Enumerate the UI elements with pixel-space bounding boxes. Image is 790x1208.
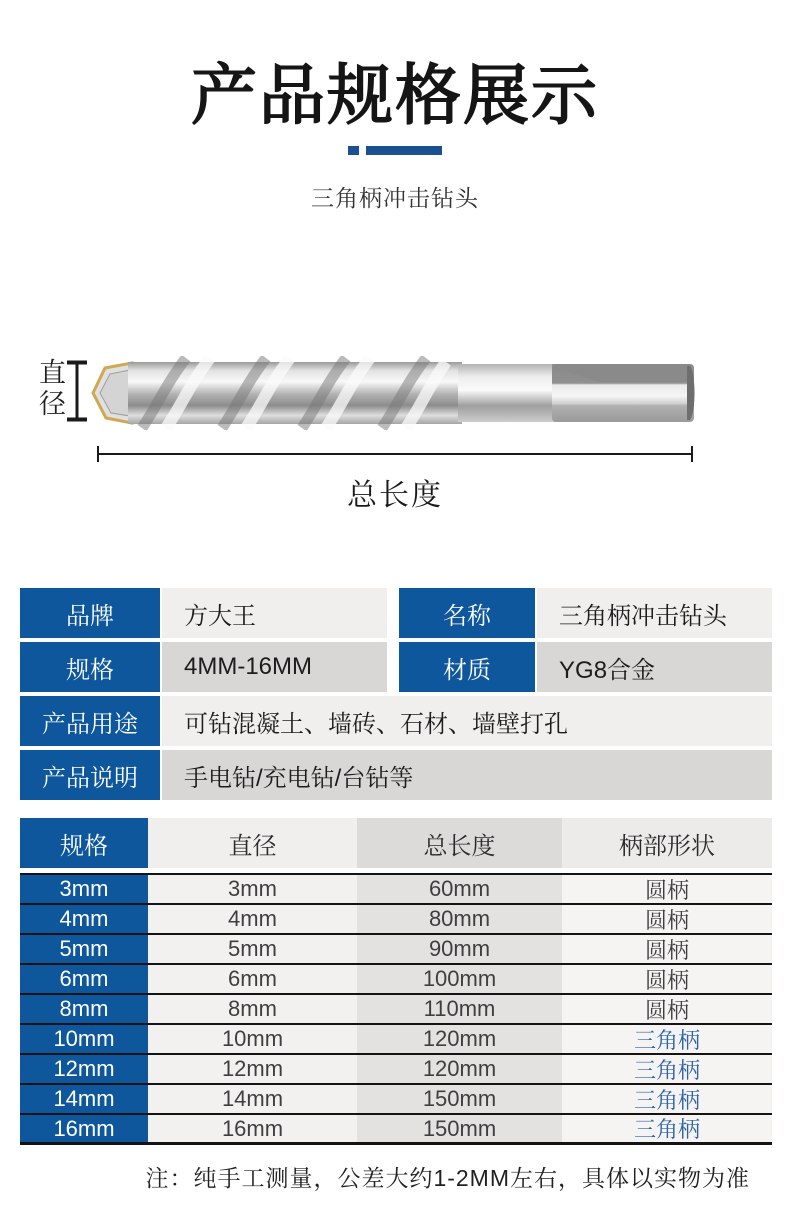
table-row [20, 995, 772, 1025]
page-title: 产品规格展示 [191, 58, 599, 132]
description-label: 产品说明 [20, 750, 160, 800]
info-row-usage [20, 696, 772, 746]
cell-shank: 三角柄 [562, 1085, 772, 1113]
measurement-note: 注：纯手工测量，公差大约1-2MM左右，具体以实物为准 [145, 1165, 750, 1191]
table-row [20, 905, 772, 935]
usage-value: 可钻混凝土、墙砖、石材、墙壁打孔 [162, 696, 772, 746]
cell-diameter: 8mm [148, 995, 357, 1023]
cell-diameter: 14mm [148, 1085, 357, 1113]
table-row [20, 1115, 772, 1145]
cell-length: 120mm [357, 1055, 562, 1083]
length-label: 总长度 [347, 479, 443, 512]
usage-label: 产品用途 [20, 696, 160, 746]
product-info-table [20, 588, 772, 804]
table-row [20, 935, 772, 965]
name-label: 名称 [399, 588, 535, 638]
length-tick-left [97, 446, 99, 462]
cell-spec: 16mm [20, 1115, 148, 1142]
drill-neck [458, 364, 556, 422]
cell-length: 60mm [357, 875, 562, 903]
column-gap [387, 642, 397, 692]
cell-length: 110mm [357, 995, 562, 1023]
cell-length: 120mm [357, 1025, 562, 1053]
spec-label: 规格 [20, 642, 160, 692]
length-dimension-line [98, 453, 692, 455]
cell-spec: 8mm [20, 995, 148, 1023]
table-row [20, 875, 772, 905]
diameter-bracket [66, 360, 88, 422]
brand-label: 品牌 [20, 588, 160, 638]
cell-spec: 5mm [20, 935, 148, 963]
cell-shank: 三角柄 [562, 1055, 772, 1083]
table-row [20, 1055, 772, 1085]
cell-spec: 10mm [20, 1025, 148, 1053]
cell-spec: 14mm [20, 1085, 148, 1113]
header-shank-shape: 柄部形状 [562, 818, 772, 868]
divider-square [348, 146, 359, 155]
info-row-spec-material [20, 642, 772, 692]
cell-spec: 3mm [20, 875, 148, 903]
cell-diameter: 4mm [148, 905, 357, 933]
column-gap [387, 588, 397, 638]
cell-diameter: 16mm [148, 1115, 357, 1142]
cell-spec: 6mm [20, 965, 148, 993]
info-row-description [20, 750, 772, 800]
spec-table-body [20, 873, 772, 1145]
cell-length: 150mm [357, 1115, 562, 1142]
cell-spec: 12mm [20, 1055, 148, 1083]
length-tick-right [691, 446, 693, 462]
drill-bit-image [90, 356, 700, 430]
cell-diameter: 5mm [148, 935, 357, 963]
cell-diameter: 6mm [148, 965, 357, 993]
diameter-label: 直径 [35, 358, 65, 420]
spec-value: 4MM-16MM [162, 642, 387, 692]
size-spec-table [20, 818, 772, 1145]
cell-diameter: 10mm [148, 1025, 357, 1053]
title-divider [348, 146, 442, 155]
header-spec: 规格 [20, 818, 148, 868]
divider-bar [366, 146, 442, 155]
cell-length: 150mm [357, 1085, 562, 1113]
brand-value: 方大王 [162, 588, 387, 638]
table-row [20, 965, 772, 995]
info-row-brand-name [20, 588, 772, 638]
header-length: 总长度 [357, 818, 562, 868]
cell-spec: 4mm [20, 905, 148, 933]
header-diameter: 直径 [148, 818, 357, 868]
material-label: 材质 [399, 642, 535, 692]
product-subtitle: 三角柄冲击钻头 [311, 185, 479, 211]
cell-shank: 三角柄 [562, 1115, 772, 1142]
material-value: YG8合金 [537, 642, 772, 692]
cell-shank: 圆柄 [562, 935, 772, 963]
cell-length: 90mm [357, 935, 562, 963]
cell-diameter: 3mm [148, 875, 357, 903]
cell-diameter: 12mm [148, 1055, 357, 1083]
cell-shank: 圆柄 [562, 875, 772, 903]
cell-shank: 圆柄 [562, 965, 772, 993]
table-row [20, 1025, 772, 1055]
cell-shank: 圆柄 [562, 905, 772, 933]
cell-shank: 三角柄 [562, 1025, 772, 1053]
description-value: 手电钻/充电钻/台钻等 [162, 750, 772, 800]
spec-table-header [20, 818, 772, 868]
cell-shank: 圆柄 [562, 995, 772, 1023]
table-row [20, 1085, 772, 1115]
cell-length: 100mm [357, 965, 562, 993]
cell-length: 80mm [357, 905, 562, 933]
name-value: 三角柄冲击钻头 [537, 588, 772, 638]
